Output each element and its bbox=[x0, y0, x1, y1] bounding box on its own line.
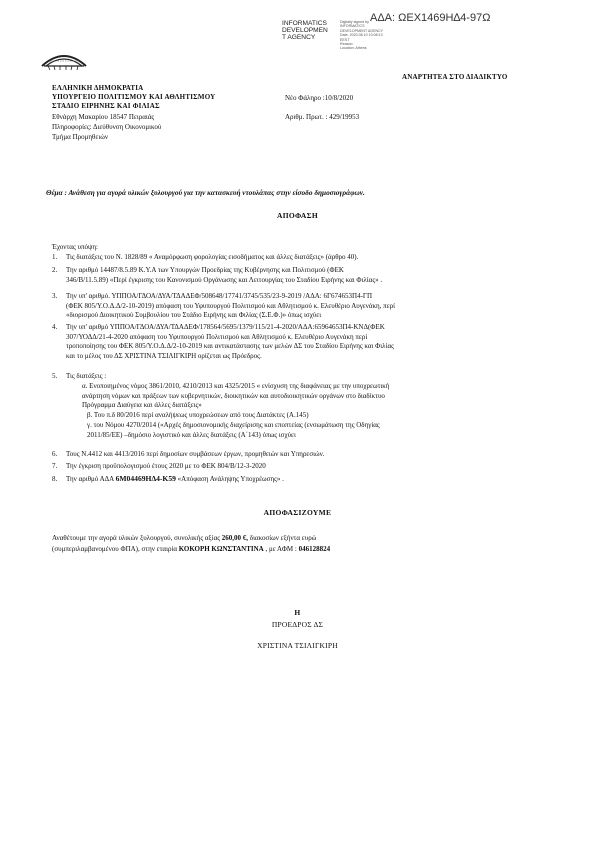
issuer-contact: Πληροφορίες: Διεύθυνση Οικονομικού bbox=[52, 123, 162, 131]
consideration-sub-c: γ. του Νόμου 4270/2014 («Αρχές δημοσιονομικής διαχείρισης και εποπτείας (ενσωμάτωση της Οδηγίας 2011/85/ΕΕ) –δημόσιο λογιστικό και άλλες διατάξεις (Α΄143) όπως ισχύει bbox=[87, 421, 380, 439]
consideration-sub-a: α. Ενοποιημένος νόμος 3861/2010, 4210/2013 και 4325/2015 « ενίσχυση της διαφάνειας με την υποχρεωτική ανάρτηση νόμων και πράξεων των κυβερνητικών, διοικητικών και αυτοδιοικητικών οργάνων στο διαδίκτυο Πρόγραμμα Διαύγεια και άλλες διατάξεις» bbox=[82, 382, 390, 410]
signature-role: ΠΡΟΕΔΡΟΣ ΔΣ bbox=[271, 620, 324, 629]
subject-line: Θέμα : Ανάθεση για αγορά υλικών ξυλουργού για την κατασκευή ντουλάπας στην είσοδο δημοσιογράφων. bbox=[46, 188, 365, 197]
ada-stamp: ΑΔΑ: ΩΕΧ1469Η∆4-97Ω bbox=[370, 12, 491, 24]
digital-signature-details: Digitally signed by INFORMATICS DEVELOPMENT AGENCY Date: 2020.08.10 10:08:13 EEST Reason: Location: Athens bbox=[340, 20, 384, 51]
issuer-line-2: ΥΠΟΥΡΓΕΙΟ ΠΟΛΙΤΙΣΜΟΥ ΚΑΙ ΑΘΛΗΤΙΣΜΟΥ bbox=[52, 93, 216, 101]
issuer-department: Τμήμα Προμηθειών bbox=[52, 133, 109, 141]
consideration-item-2: 2. Την αριθμό 14487/8.5.89 Κ.Υ.Α των Υπουργών Προεδρίας της Κυβέρνησης και Πολιτισμού (ΦΕΚ 346/Β/11.5.89) «Περί έγκρισης του Κανονισμού Οργάνωσης και Λειτουργίας του Σταδίου Ειρήνης και Φιλίας» . bbox=[52, 266, 383, 284]
consideration-item-5: 5. Τις διατάξεις : bbox=[52, 372, 107, 380]
posting-notice: ΑΝΑΡΤΗΤΕΑ ΣΤΟ ΔΙΑΔΙΚΤΥΟ bbox=[402, 73, 508, 81]
issuer-line-1: ΕΛΛΗΝΙΚΗ ΔΗΜΟΚΡΑΤΙΑ bbox=[52, 84, 144, 92]
consideration-item-1: 1. Τις διατάξεις του Ν. 1828/89 « Αναμόρφωση φορολογίας εισοδήματος και άλλες διατάξεις» (άρθρο 40). bbox=[52, 253, 359, 261]
protocol-number: Αριθμ. Πρωτ. : 429/19953 bbox=[285, 113, 360, 121]
resolution-line-2: (συμπεριλαμβανομένου ΦΠΑ), στην εταιρία ΚΟΚΟΡΗ ΚΩΝΣΤΑΝΤΙΝΑ , με ΑΦΜ : 046128824 bbox=[52, 545, 331, 553]
consideration-item-8: 8. Την αριθμό ΑΔΑ 6Μ04469Η∆4-Κ59 «Απόφαση Ανάληψης Υποχρέωσης» . bbox=[52, 474, 284, 483]
consideration-item-7: 7. Την έγκριση προϋπολογισμού έτους 2020 με το ΦΕΚ 804/Β/12-3-2020 bbox=[52, 462, 266, 470]
signature-name: ΧΡΙΣΤΙΝΑ ΤΣΙΛΙΓΚΙΡΗ bbox=[257, 641, 338, 650]
resolution-line-1: Αναθέτουμε την αγορά υλικών ξυλουργού, συνολικής αξίας 260,00 €, διακοσίων εξήντα ευρώ bbox=[52, 534, 317, 542]
agency-label: INFORMATICS DEVELOPMEN T AGENCY bbox=[282, 20, 328, 42]
decision-heading: ΑΠΟΦΑΣΗ bbox=[277, 211, 318, 220]
issuer-line-3: ΣΤΑΔΙΟ ΕΙΡΗΝΗΣ ΚΑΙ ΦΙΛΙΑΣ bbox=[52, 102, 160, 110]
resolution-heading: ΑΠΟΦΑΣΙΖΟΥΜΕ bbox=[263, 508, 332, 517]
consideration-item-6: 6. Τους Ν.4412 και 4413/2016 περί δημοσίων συμβάσεων έργων, προμηθειών και Υπηρεσιών. bbox=[52, 450, 325, 458]
stadium-logo-icon bbox=[40, 44, 88, 72]
signature-article: Η bbox=[294, 608, 301, 617]
consideration-item-3: 3. Την υπ' αριθμό. ΥΠΠΟΑ/ΓΔΟΑ/ΔΥΑ/ΤΔΑΔΕΦ/508648/17741/3745/535/23-9-2019 /ΑΔΑ: 6Γ674653Π4-ΓΠ (ΦΕΚ 805/Υ.Ο.Δ.Δ/2-10-2019) απόφαση του Υφυπουργού Πολιτισμού και Αθλητισμού κ. Ελευθέριο Αυγενάκη, περί «διορισμού Διοικητικού Συμβουλίου του Στάδιο Ειρήνης και Φιλίας (Σ.Ε.Φ.)» όπως ισχύει bbox=[52, 292, 396, 320]
considerations-intro: Έχοντας υπόψη: bbox=[52, 243, 98, 251]
consideration-item-4: 4. Την υπ' αριθμό ΥΠΠΟΑ/ΓΔΟΑ/ΔΥΑ/ΤΔΑΔΕΦ/178564/5695/1379/115/21-4-2020/ΑΔΑ:65964653Π4-ΚΝΔ(ΦΕΚ 307/ΥΟΔΔ/21-4-2020 απόφαση του Υφυπουργού Πολιτισμού και Αθλητισμού κ. Ελευθέριο Αυγενάκη περί τροποποίησης του ΦΕΚ 805/Υ.Ο.Δ.Δ/2-10-2019 και αντικατάστασης των μελών ΔΣ του Σταδίου Ειρήνης και Φιλίας και το μέλος του ΔΣ ΧΡΙΣΤΙΝΑ ΤΣΙΛΙΓΚΙΡΗ ορίζεται ως Πρόεδρος. bbox=[52, 323, 394, 360]
document-date: Νέο Φάληρο :10/8/2020 bbox=[285, 94, 354, 102]
issuer-address: Εθνάρχη Μακαρίου 18547 Πειραιάς bbox=[52, 113, 155, 121]
consideration-sub-b: β. Του π.δ 80/2016 περί αναλήψεως υποχρεώσεων από τους Διατάκτες (Α.145) bbox=[87, 411, 309, 419]
